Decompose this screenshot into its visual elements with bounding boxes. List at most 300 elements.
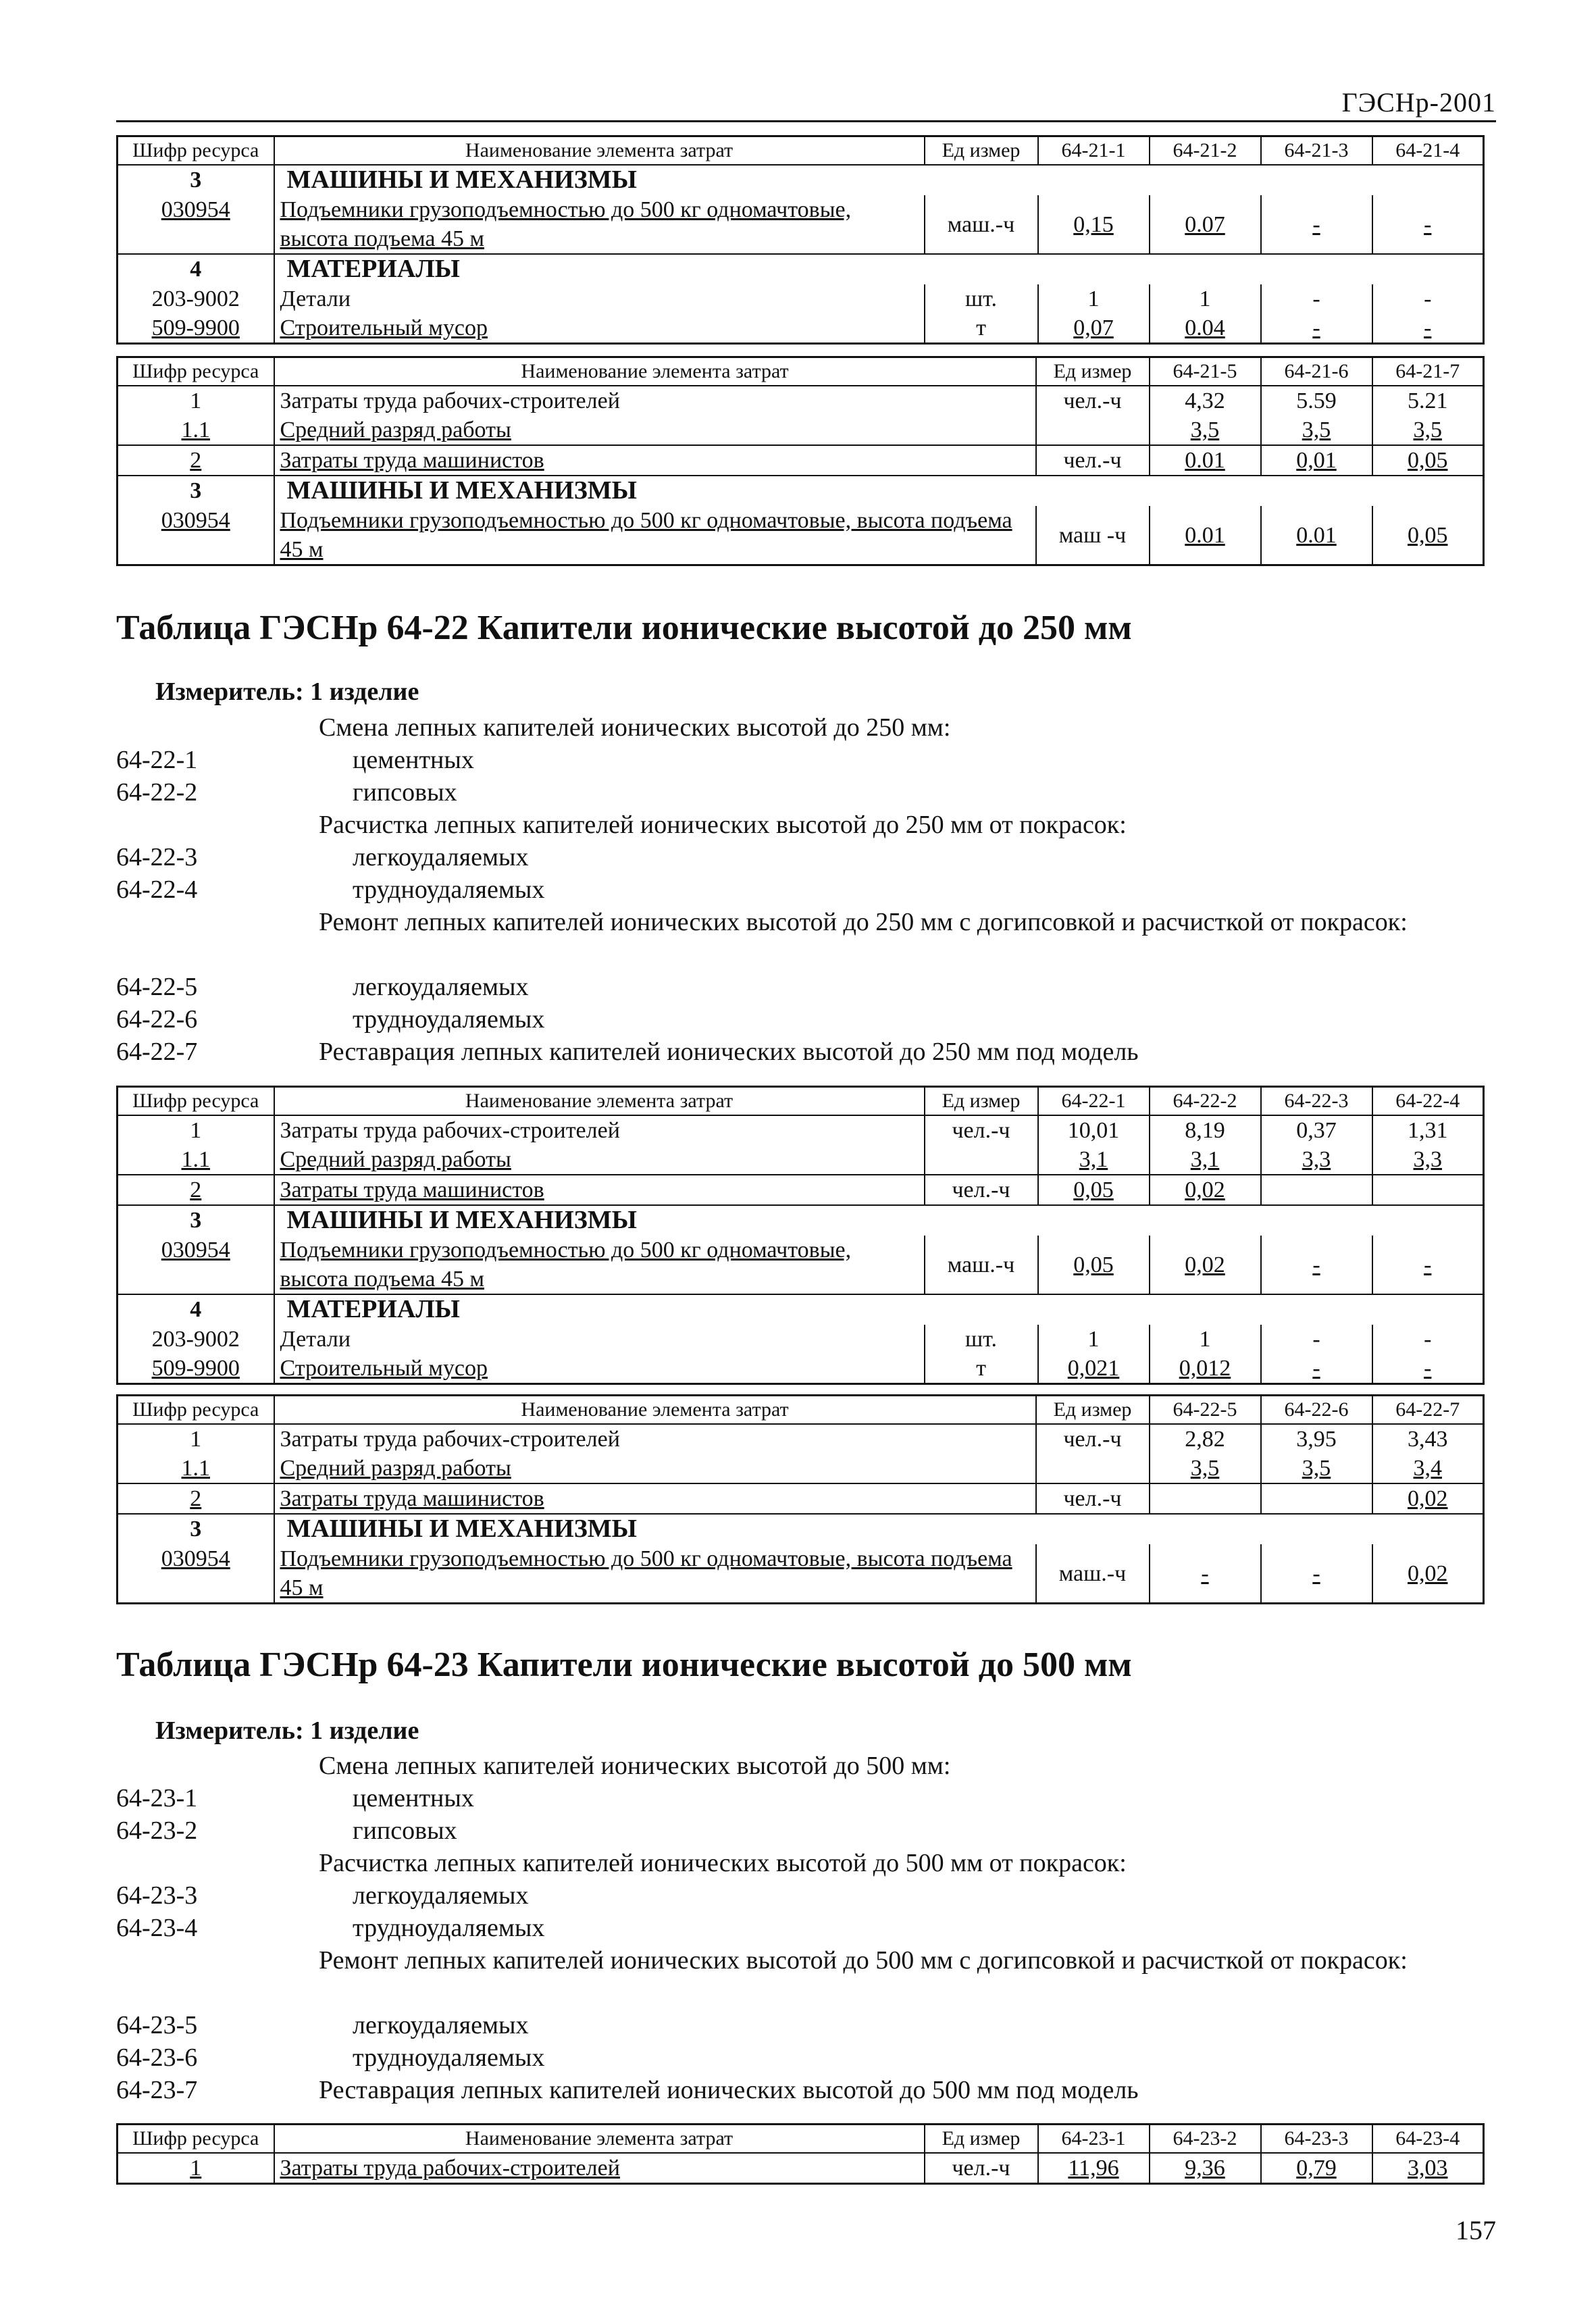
table-row [118, 1325, 1484, 1354]
norm-value [1261, 1115, 1372, 1145]
cost-element-text: Средний разряд работы [280, 1147, 511, 1172]
unit-of-measure: чел.-ч [1036, 445, 1150, 476]
work-text: гипсовых [353, 778, 457, 807]
norm-value-text: - [1312, 286, 1320, 311]
resource-code-text: 3 [190, 1208, 202, 1233]
resource-table-64-23-a [116, 2123, 1485, 2185]
norm-value [1261, 1483, 1372, 1514]
header-rule [116, 120, 1496, 122]
table-header-row [118, 2125, 1484, 2154]
resource-code-text: 4 [190, 1297, 202, 1322]
section-heading-text: МАШИНЫ И МЕХАНИЗМЫ [286, 166, 637, 194]
norm-value-text: 3,3 [1413, 1147, 1442, 1172]
work-code: 64-22-2 [116, 778, 198, 807]
cost-element-text: Подъемники грузоподъемностью до 500 кг одномачтовые, высота подъема 45 м [280, 197, 852, 251]
norm-value-text: 3,3 [1302, 1147, 1331, 1172]
work-text: Реставрация лепных капителей ионических высотой до 250 мм под модель [319, 1038, 1139, 1066]
work-text: трудноудаляемых [353, 1005, 545, 1034]
resource-code [118, 1175, 274, 1205]
unit-of-measure: чел.-ч [1036, 1424, 1150, 1454]
work-code: 64-22-1 [116, 746, 198, 774]
norm-value [1261, 506, 1372, 565]
norm-value-text: 1 [1087, 286, 1100, 311]
norm-value-text: - [1312, 211, 1320, 237]
resource-code [118, 415, 274, 445]
column-header: 64-23-2 [1150, 2125, 1261, 2154]
column-header: 64-23-4 [1372, 2125, 1484, 2154]
table-row [118, 1354, 1484, 1384]
norm-value [1150, 1115, 1261, 1145]
work-text: Ремонт лепных капителей ионических высотой до 250 мм с догипсовкой и расчисткой от покрасок: [319, 908, 1408, 936]
resource-code [118, 445, 274, 476]
cost-element-text: Средний разряд работы [280, 1456, 511, 1481]
norm-value [1372, 2153, 1484, 2184]
section-heading [274, 1514, 1484, 1544]
norm-value [1372, 1454, 1484, 1483]
work-item [116, 1782, 1483, 1814]
norm-value-text: 0,05 [1408, 522, 1448, 548]
work-code: 64-23-5 [116, 2011, 198, 2039]
section-heading [274, 165, 1484, 195]
column-header: 64-22-2 [1150, 1087, 1261, 1116]
table-row [118, 2153, 1484, 2184]
norm-value-text: 0,021 [1067, 1356, 1120, 1381]
work-code: 64-23-4 [116, 1914, 198, 1942]
norm-value-text: 3,5 [1190, 1456, 1220, 1481]
cost-element-text: Детали [280, 1327, 351, 1352]
norm-value-text: 0,02 [1408, 1560, 1448, 1586]
table-row [118, 1236, 1484, 1294]
norm-value-text: 0,07 [1073, 315, 1114, 340]
unit-of-measure: чел.-ч [925, 1175, 1038, 1205]
column-header: Ед измер [925, 136, 1038, 166]
column-header: Шифр ресурса [118, 2125, 274, 2154]
norm-value-text: 0,05 [1073, 1177, 1114, 1202]
norm-value [1150, 386, 1261, 415]
cost-element-text: Подъемники грузоподъемностью до 500 кг одномачтовые, высота подъема 45 м [280, 508, 1012, 562]
norm-value [1150, 284, 1261, 313]
column-header: Шифр ресурса [118, 136, 274, 166]
norm-value [1372, 1483, 1484, 1514]
work-text: легкоудаляемых [353, 973, 529, 1001]
resource-code-text: 2 [190, 1486, 202, 1511]
column-header: Наименование элемента затрат [274, 136, 925, 166]
norm-value [1372, 386, 1484, 415]
unit-of-measure: чел.-ч [925, 1115, 1038, 1145]
resource-code-text: 4 [190, 257, 202, 282]
work-group [116, 2074, 1483, 2106]
work-item [116, 1912, 1483, 1944]
resource-code [118, 1205, 274, 1236]
column-header: 64-21-4 [1372, 136, 1484, 166]
resource-table-64-21-b [116, 356, 1485, 566]
norm-value [1038, 1236, 1150, 1294]
norm-value-text: - [1312, 1560, 1320, 1586]
norm-value-text: 1 [1199, 286, 1211, 311]
work-text: Ремонт лепных капителей ионических высотой до 500 мм с догипсовкой и расчисткой от покрасок: [319, 1946, 1408, 1975]
norm-value [1261, 1236, 1372, 1294]
norm-value-text: 1 [1087, 1327, 1100, 1352]
unit-of-measure: маш.-ч [925, 195, 1038, 254]
section-row [118, 1205, 1484, 1236]
work-code: 64-22-5 [116, 973, 198, 1001]
work-code: 64-22-4 [116, 875, 198, 904]
resource-code [118, 1294, 274, 1325]
cost-element-text: Подъемники грузоподъемностью до 500 кг одномачтовые, высота подъема 45 м [280, 1546, 1012, 1600]
column-header: 64-22-5 [1150, 1396, 1261, 1425]
work-text: цементных [353, 746, 474, 774]
norm-value-text: 0,05 [1073, 1252, 1114, 1277]
table-header-row [118, 357, 1484, 386]
work-text: трудноудаляемых [353, 1914, 545, 1942]
resource-code [118, 1424, 274, 1454]
cost-element-name [274, 1544, 1036, 1604]
norm-value-text: 0,01 [1296, 448, 1337, 473]
cost-element-name [274, 1145, 925, 1175]
norm-value [1038, 1354, 1150, 1384]
norm-value [1038, 1325, 1150, 1354]
description-list-64-22 [116, 711, 1483, 1068]
column-header: 64-21-2 [1150, 136, 1261, 166]
work-item [116, 2041, 1483, 2074]
norm-value-text: 3,5 [1302, 1456, 1331, 1481]
norm-value [1261, 195, 1372, 254]
norm-value [1261, 386, 1372, 415]
resource-code [118, 2153, 274, 2184]
norm-value [1372, 1175, 1484, 1205]
work-text: трудноудаляемых [353, 2043, 545, 2072]
table-row [118, 313, 1484, 344]
table-row [118, 445, 1484, 476]
resource-code-text: 203-9002 [151, 286, 240, 311]
cost-element-text: Строительный мусор [280, 1356, 488, 1381]
norm-value-text: 0.01 [1185, 448, 1225, 473]
norm-value-text: 3,5 [1413, 417, 1442, 442]
column-header: 64-22-3 [1261, 1087, 1372, 1116]
work-code: 64-23-6 [116, 2043, 198, 2072]
norm-value-text: - [1424, 286, 1432, 311]
table-row [118, 284, 1484, 313]
cost-element-name [274, 2153, 925, 2184]
norm-value [1372, 1115, 1484, 1145]
norm-value-text: 3,43 [1408, 1427, 1448, 1452]
resource-code-text: 1 [190, 1427, 202, 1452]
work-text: трудноудаляемых [353, 875, 545, 904]
norm-value [1150, 2153, 1261, 2184]
section-row [118, 254, 1484, 284]
cost-element-name [274, 1483, 1036, 1514]
cost-element-name [274, 1175, 925, 1205]
unit-of-measure: чел.-ч [1036, 386, 1150, 415]
norm-value-text: - [1201, 1560, 1209, 1586]
description-list-64-23 [116, 1750, 1483, 2106]
cost-element-name [274, 1354, 925, 1384]
resource-table-64-21-a [116, 135, 1485, 345]
work-item [116, 971, 1483, 1003]
resource-code-text: 1 [190, 388, 202, 413]
column-header: 64-21-3 [1261, 136, 1372, 166]
table-header-row [118, 1087, 1484, 1116]
section-heading-text: МАТЕРИАЛЫ [286, 1295, 460, 1323]
resource-code-text: 1.1 [181, 1147, 210, 1172]
resource-code [118, 1514, 274, 1544]
norm-value-text: 0.01 [1296, 522, 1337, 548]
column-header: 64-21-7 [1372, 357, 1484, 386]
resource-code [118, 1483, 274, 1514]
norm-value [1038, 2153, 1150, 2184]
work-group [116, 906, 1483, 971]
norm-value-text: 9,36 [1185, 2156, 1225, 2181]
column-header: Наименование элемента затрат [274, 1087, 925, 1116]
meter-64-23: Измеритель: 1 изделие [155, 1717, 419, 1745]
norm-value-text: - [1424, 1327, 1432, 1352]
resource-code-text: 1 [190, 1118, 202, 1143]
norm-value-text: 5.21 [1408, 388, 1448, 413]
section-title-64-23: Таблица ГЭСНр 64-23 Капители ионические высотой до 500 мм [116, 1646, 1132, 1684]
unit-of-measure: чел.-ч [925, 2153, 1038, 2184]
section-heading-text: МАШИНЫ И МЕХАНИЗМЫ [286, 1206, 637, 1234]
norm-value [1150, 506, 1261, 565]
cost-element-text: Строительный мусор [280, 315, 488, 340]
resource-table-64-22-b [116, 1394, 1485, 1604]
resource-code-text: 203-9002 [151, 1327, 240, 1352]
resource-code-text: 030954 [161, 197, 230, 222]
norm-value-text: 3,5 [1190, 417, 1220, 442]
norm-value-text: - [1424, 315, 1432, 340]
resource-code-text: 1.1 [181, 1456, 210, 1481]
unit-of-measure: маш.-ч [925, 1236, 1038, 1294]
work-text: Расчистка лепных капителей ионических высотой до 250 мм от покрасок: [319, 811, 1127, 839]
norm-value-text: 10,01 [1067, 1118, 1120, 1143]
work-group [116, 809, 1483, 841]
norm-value-text: 0,37 [1296, 1118, 1337, 1143]
norm-value [1150, 1424, 1261, 1454]
cost-element-text: Затраты труда машинистов [280, 1177, 544, 1202]
cost-element-text: Затраты труда рабочих-строителей [280, 2156, 620, 2181]
norm-value-text: 0,02 [1185, 1177, 1225, 1202]
cost-element-text: Средний разряд работы [280, 417, 511, 442]
work-text: легкоудаляемых [353, 2011, 529, 2039]
section-heading-text: МАШИНЫ И МЕХАНИЗМЫ [286, 1515, 637, 1543]
norm-value [1261, 1424, 1372, 1454]
norm-value-text: 3,03 [1408, 2156, 1448, 2181]
table-row [118, 1483, 1484, 1514]
norm-value-text: 8,19 [1185, 1118, 1225, 1143]
norm-value-text: 3,4 [1413, 1456, 1442, 1481]
table-row [118, 195, 1484, 254]
column-header: Наименование элемента затрат [274, 2125, 925, 2154]
unit-of-measure: т [925, 313, 1038, 344]
document-code: ГЭСНр-2001 [1341, 87, 1496, 118]
cost-element-text: Детали [280, 286, 351, 311]
work-text: Смена лепных капителей ионических высотой до 250 мм: [319, 713, 951, 742]
work-code: 64-22-6 [116, 1005, 198, 1034]
work-group [116, 1847, 1483, 1879]
unit-of-measure [925, 1145, 1038, 1175]
norm-value [1150, 1145, 1261, 1175]
page-number: 157 [1456, 2215, 1496, 2245]
norm-value-text: - [1312, 1356, 1320, 1381]
norm-value-text: 0.01 [1185, 522, 1225, 548]
unit-of-measure: чел.-ч [1036, 1483, 1150, 1514]
cost-element-name [274, 1325, 925, 1354]
norm-value [1261, 1454, 1372, 1483]
column-header: Наименование элемента затрат [274, 357, 1036, 386]
work-text: Реставрация лепных капителей ионических высотой до 500 мм под модель [319, 2076, 1139, 2104]
section-heading [274, 254, 1484, 284]
norm-value [1261, 1145, 1372, 1175]
norm-value [1372, 1325, 1484, 1354]
cost-element-text: Затраты труда рабочих-строителей [280, 388, 620, 413]
column-header: Шифр ресурса [118, 1087, 274, 1116]
norm-value-text: 0,012 [1179, 1356, 1231, 1381]
column-header: 64-22-7 [1372, 1396, 1484, 1425]
column-header: Ед измер [1036, 357, 1150, 386]
section-title-64-22: Таблица ГЭСНр 64-22 Капители ионические высотой до 250 мм [116, 609, 1132, 647]
cost-element-name [274, 506, 1036, 565]
resource-code [118, 1236, 274, 1294]
table-row [118, 1175, 1484, 1205]
norm-value [1038, 313, 1150, 344]
unit-of-measure [1036, 1454, 1150, 1483]
norm-value-text: 0,02 [1185, 1252, 1225, 1277]
norm-value-text: 0,05 [1408, 448, 1448, 473]
cost-element-name [274, 386, 1036, 415]
norm-value-text: 5.59 [1296, 388, 1337, 413]
unit-of-measure: т [925, 1354, 1038, 1384]
resource-code [118, 1145, 274, 1175]
norm-value [1150, 1175, 1261, 1205]
norm-value-text: 3,1 [1190, 1147, 1220, 1172]
norm-value [1372, 1236, 1484, 1294]
norm-value-text: 1,31 [1408, 1118, 1448, 1143]
norm-value [1150, 1236, 1261, 1294]
table-row [118, 386, 1484, 415]
meter-64-22: Измеритель: 1 изделие [155, 678, 419, 706]
norm-value-text: 4,32 [1185, 388, 1225, 413]
unit-of-measure: шт. [925, 1325, 1038, 1354]
column-header: 64-22-4 [1372, 1087, 1484, 1116]
resource-code-text: 3 [190, 168, 202, 193]
column-header: 64-22-6 [1261, 1396, 1372, 1425]
norm-value-text: 0,15 [1073, 211, 1114, 237]
norm-value-text: 3,1 [1079, 1147, 1108, 1172]
norm-value [1372, 1354, 1484, 1384]
work-item [116, 873, 1483, 906]
column-header: 64-22-1 [1038, 1087, 1150, 1116]
cost-element-text: Затраты труда рабочих-строителей [280, 1118, 620, 1143]
norm-value [1261, 1354, 1372, 1384]
column-header: 64-23-3 [1261, 2125, 1372, 2154]
resource-code-text: 3 [190, 1517, 202, 1542]
column-header: 64-21-6 [1261, 357, 1372, 386]
norm-value-text: - [1424, 1252, 1432, 1277]
resource-code [118, 313, 274, 344]
section-row [118, 476, 1484, 506]
norm-value [1372, 284, 1484, 313]
resource-code-text: 2 [190, 1177, 202, 1202]
norm-value [1150, 1544, 1261, 1604]
norm-value [1038, 195, 1150, 254]
column-header: Наименование элемента затрат [274, 1396, 1036, 1425]
norm-value-text: 3,5 [1302, 417, 1331, 442]
column-header: Ед измер [1036, 1396, 1150, 1425]
resource-code [118, 1354, 274, 1384]
norm-value [1150, 1325, 1261, 1354]
norm-value-text: - [1312, 1327, 1320, 1352]
column-header: 64-21-5 [1150, 357, 1261, 386]
norm-value-text: 0,79 [1296, 2156, 1337, 2181]
norm-value [1372, 415, 1484, 445]
norm-value [1372, 1424, 1484, 1454]
norm-value-text: 0.07 [1185, 211, 1225, 237]
work-code: 64-23-2 [116, 1816, 198, 1845]
norm-value [1150, 415, 1261, 445]
work-group [116, 1036, 1483, 1068]
resource-code-text: 2 [190, 448, 202, 473]
work-text: гипсовых [353, 1816, 457, 1845]
norm-value-text: 0,02 [1408, 1486, 1448, 1511]
norm-value [1261, 284, 1372, 313]
norm-value-text: 2,82 [1185, 1427, 1225, 1452]
norm-value [1372, 1145, 1484, 1175]
norm-value-text: 1 [1199, 1327, 1211, 1352]
table-row [118, 415, 1484, 445]
cost-element-name [274, 1236, 925, 1294]
norm-value-text: - [1424, 211, 1432, 237]
section-heading-text: МАТЕРИАЛЫ [286, 255, 460, 283]
norm-value [1150, 1354, 1261, 1384]
work-text: цементных [353, 1784, 474, 1812]
cost-element-name [274, 415, 1036, 445]
resource-code [118, 284, 274, 313]
cost-element-text: Затраты труда рабочих-строителей [280, 1427, 620, 1452]
work-text: легкоудаляемых [353, 1881, 529, 1910]
cost-element-name [274, 195, 925, 254]
cost-element-name [274, 1454, 1036, 1483]
work-item [116, 1879, 1483, 1912]
cost-element-name [274, 284, 925, 313]
column-header: 64-21-1 [1038, 136, 1150, 166]
work-text: легкоудаляемых [353, 843, 529, 871]
work-group [116, 1944, 1483, 2009]
norm-value [1261, 2153, 1372, 2184]
norm-value [1038, 284, 1150, 313]
resource-code [118, 476, 274, 506]
resource-code-text: 1.1 [181, 417, 210, 442]
table-row [118, 1115, 1484, 1145]
section-row [118, 1514, 1484, 1544]
work-code: 64-23-1 [116, 1784, 198, 1812]
table-header-row [118, 136, 1484, 166]
unit-of-measure: маш.-ч [1036, 1544, 1150, 1604]
norm-value [1261, 1544, 1372, 1604]
table-row [118, 506, 1484, 565]
work-item [116, 744, 1483, 776]
resource-code-text: 030954 [161, 508, 230, 533]
cost-element-name [274, 313, 925, 344]
resource-code-text: 1 [190, 2156, 202, 2181]
norm-value-text: - [1312, 1252, 1320, 1277]
norm-value [1150, 195, 1261, 254]
resource-code [118, 386, 274, 415]
resource-code-text: 509-9900 [151, 315, 240, 340]
cost-element-name [274, 445, 1036, 476]
work-item [116, 1814, 1483, 1847]
cost-element-text: Затраты труда машинистов [280, 448, 544, 473]
norm-value [1150, 313, 1261, 344]
section-heading [274, 1294, 1484, 1325]
